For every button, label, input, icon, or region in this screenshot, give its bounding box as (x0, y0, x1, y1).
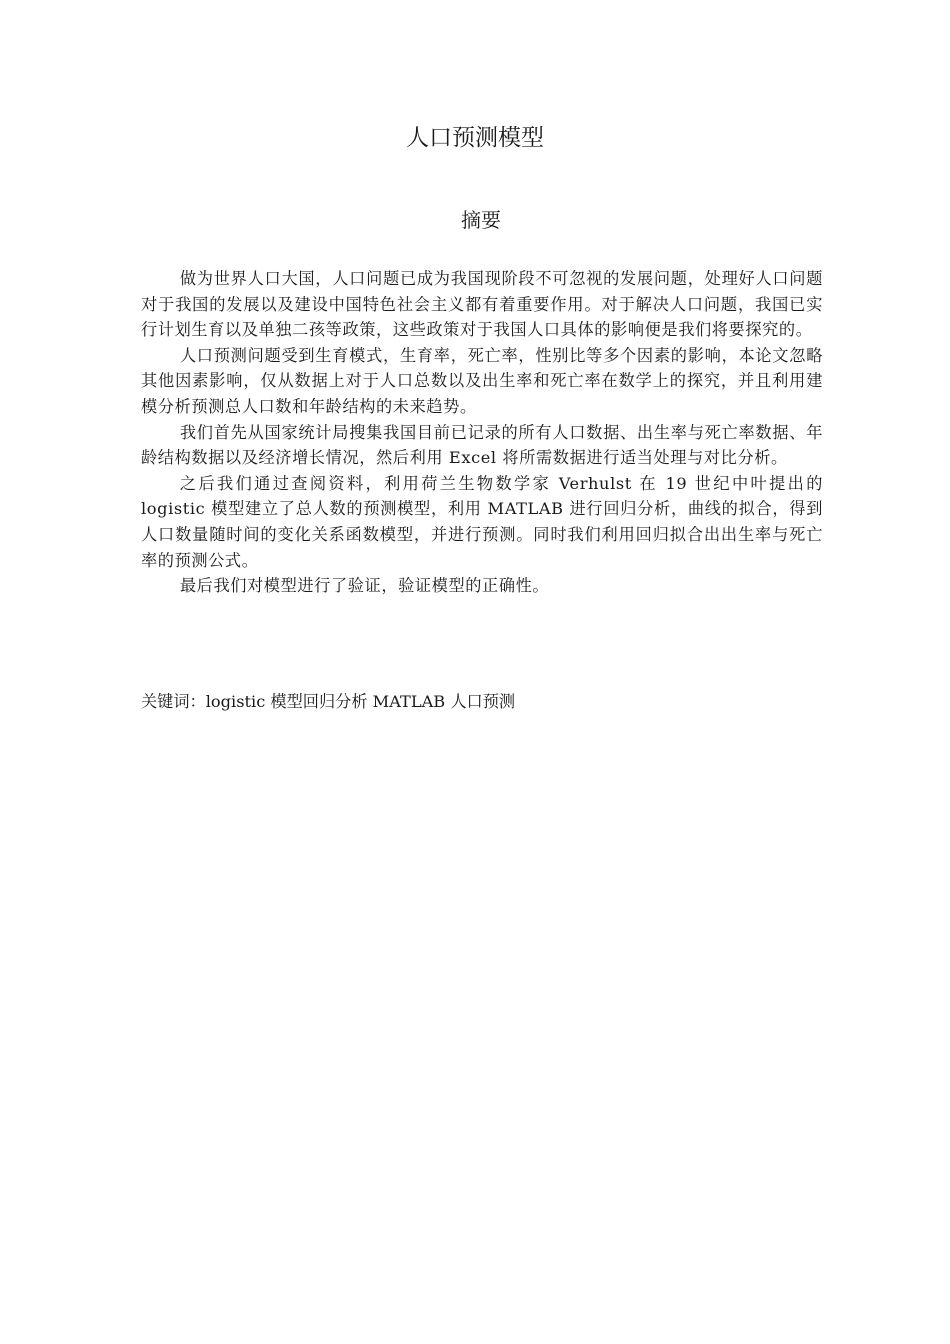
abstract-paragraph-1: 做为世界人口大国，人口问题已成为我国现阶段不可忽视的发展问题，处理好人口问题对于我国的发展以及建设中国特色社会主义都有着重要作用。对于解决人口问题，我国已实行计划生育以及单独二孩等政策，这些政策对于我国人口具体的影响便是我们将要探究的。 (141, 269, 823, 340)
keywords-text: logistic 模型回归分析 MATLAB 人口预测 (205, 692, 516, 711)
abstract-body (141, 266, 823, 599)
abstract-paragraph-2: 人口预测问题受到生育模式，生育率，死亡率，性别比等多个因素的影响，本论文忽略其他因素影响，仅从数据上对于人口总数以及出生率和死亡率在数学上的探究，并且利用建模分析预测总人口数和年龄结构的未来趋势。 (141, 345, 823, 416)
keywords-label: 关键词： (141, 692, 206, 711)
abstract-paragraph-3: 我们首先从国家统计局搜集我国目前已记录的所有人口数据、出生率与死亡率数据、年龄结构数据以及经济增长情况，然后利用 Excel 将所需数据进行适当处理与对比分析。 (141, 422, 823, 468)
keywords-line (141, 689, 823, 715)
abstract-paragraph-5: 最后我们对模型进行了验证，验证模型的正确性。 (179, 576, 550, 596)
document-title: 人口预测模型 (406, 125, 544, 151)
abstract-heading: 摘要 (461, 208, 501, 232)
abstract-paragraph-4: 之后我们通过查阅资料，利用荷兰生物数学家 Verhulst 在 19 世纪中叶提出的 logistic 模型建立了总人数的预测模型，利用 MATLAB 进行回归分析，曲线的拟合，得到人口数量随时间的变化关系函数模型，并进行预测。同时我们利用回归拟合出出生率与死亡率的预测公式。 (141, 473, 823, 570)
